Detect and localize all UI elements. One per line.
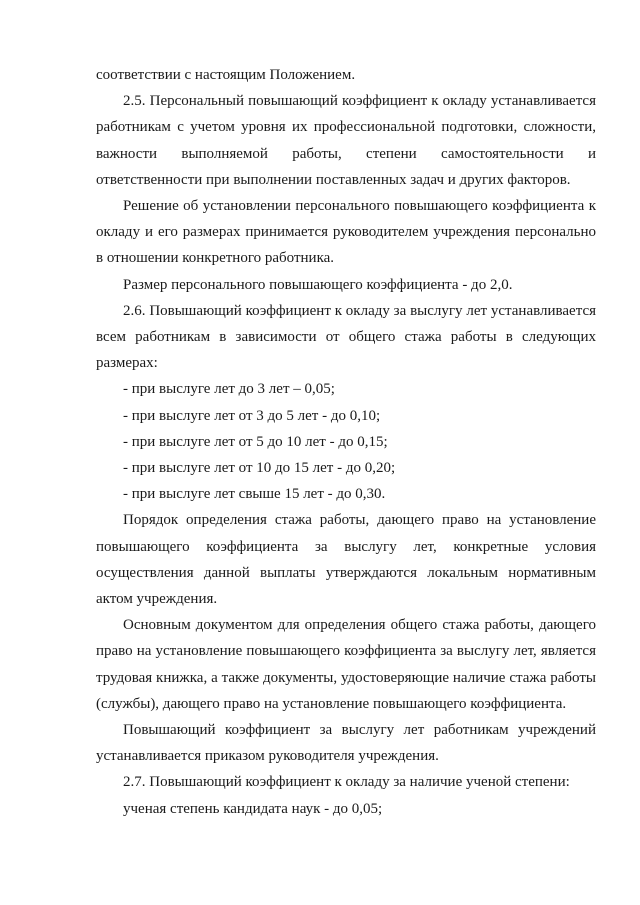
list-item: - при выслуге лет до 3 лет – 0,05; bbox=[123, 381, 335, 398]
paragraph-decision: Решение об установлении персонального повышающего коэффициента к окладу и его размерах принимается руководителем учреждения персонально в отношении конкретного работника. bbox=[96, 198, 596, 267]
list-item: - при выслуге лет от 10 до 15 лет - до 0,20; bbox=[123, 460, 396, 477]
list-item: - при выслуге лет от 3 до 5 лет - до 0,10; bbox=[123, 407, 381, 424]
list-item: - при выслуге лет от 5 до 10 лет - до 0,15; bbox=[123, 433, 388, 450]
paragraph-2-7: 2.7. Повышающий коэффициент к окладу за наличие ученой степени: bbox=[123, 774, 570, 791]
paragraph-procedure: Порядок определения стажа работы, дающего право на установление повышающего коэффициента за выслугу лет, конкретные условия осуществления данной выплаты утверждаются локальным нормативным актом учреждения. bbox=[96, 512, 596, 608]
paragraph-2-5: 2.5. Персональный повышающий коэффициент к окладу устанавливается работникам с учетом уровня их профессиональной подготовки, сложности, важности выполняемой работы, степени самостоятельности и ответственности при выполнении поставленных задач и других факторов. bbox=[96, 93, 596, 188]
paragraph-2-6: 2.6. Повышающий коэффициент к окладу за выслугу лет устанавливается всем работникам в зависимости от общего стажа работы в следующих размерах: bbox=[96, 302, 596, 372]
paragraph-order: Повышающий коэффициент за выслугу лет работникам учреждений устанавливается приказом руководителя учреждения. bbox=[96, 722, 596, 765]
paragraph-coefficient-size: Размер персонального повышающего коэффициента - до 2,0. bbox=[123, 276, 513, 293]
paragraph-main-document: Основным документом для определения общего стажа работы, дающего право на установление повышающего коэффициента за выслугу лет, является трудовая книжка, а также документы, удостоверяющие наличие стажа работы (службы), дающего право на установление повышающего коэффициента. bbox=[96, 617, 596, 712]
document-body bbox=[96, 62, 596, 822]
list-item: - при выслуге лет свыше 15 лет - до 0,30. bbox=[123, 486, 386, 503]
paragraph-candidate-degree: ученая степень кандидата наук - до 0,05; bbox=[123, 800, 383, 817]
paragraph-continuation: соответствии с настоящим Положением. bbox=[96, 67, 356, 83]
